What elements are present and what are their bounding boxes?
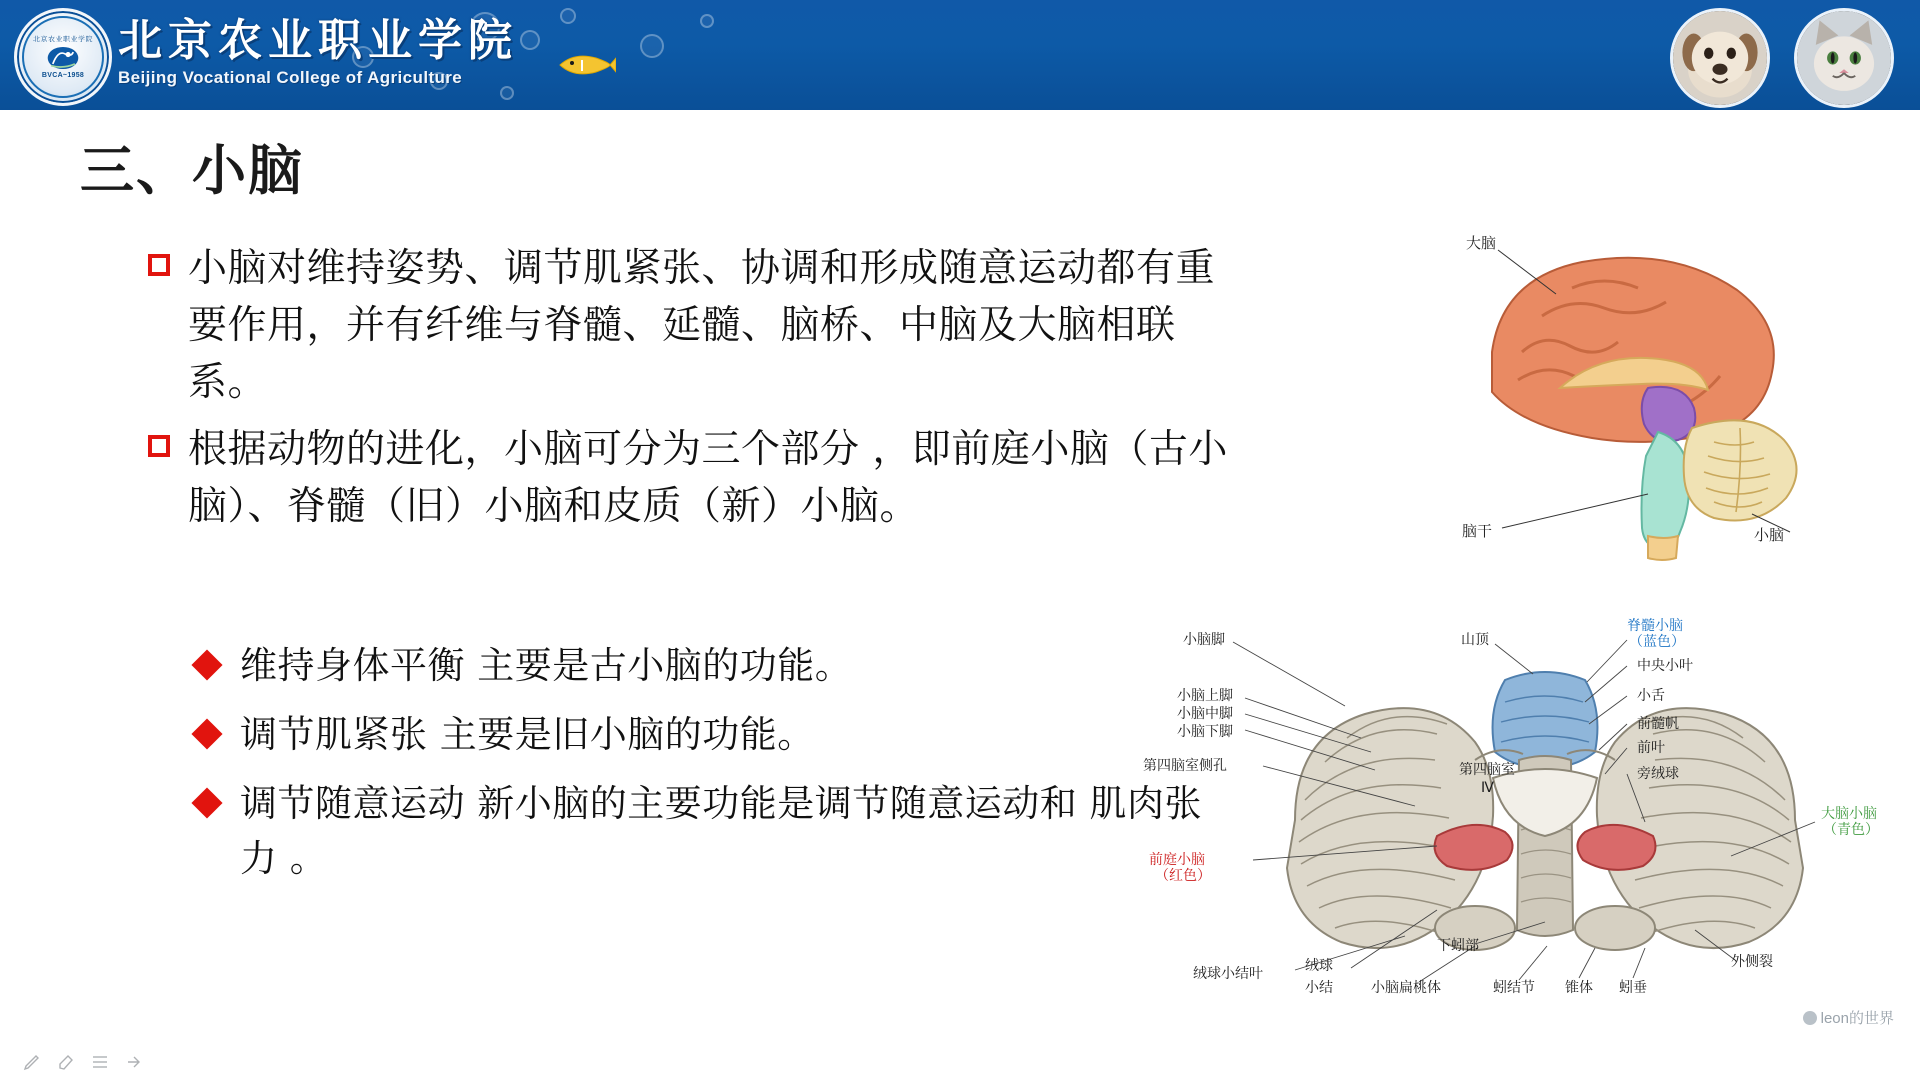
wechat-icon — [1803, 1011, 1817, 1025]
cerebellum-label: 小舌 — [1637, 688, 1665, 704]
cat-photo-image — [1797, 11, 1891, 105]
watermark — [1803, 1007, 1894, 1028]
diamond-bullet-icon — [191, 649, 222, 680]
school-name-cn: 北京农业职业学院 — [118, 15, 518, 66]
cerebellum-label: 山顶 — [1461, 632, 1489, 648]
cerebellum-label: 蚓结节 — [1493, 980, 1535, 996]
cerebellum-label: 脊髓小脑 — [1627, 618, 1683, 634]
cerebellum-label: 绒球小结叶 — [1193, 966, 1263, 982]
bubbles-icon — [640, 34, 664, 58]
cerebellum-label: 中央小叶 — [1637, 658, 1693, 674]
next-slide-icon[interactable] — [124, 1052, 144, 1072]
sub-point-text: 维持身体平衡 主要是古小脑的功能。 — [240, 644, 853, 687]
list-tool-icon[interactable] — [90, 1052, 110, 1072]
cerebellum-label: （红色） — [1155, 868, 1211, 884]
list-item — [196, 707, 1206, 762]
sub-point-text: 调节肌紧张 主要是旧小脑的功能。 — [240, 713, 815, 756]
cerebellum-label: 外侧裂 — [1731, 954, 1773, 970]
college-logo-top-text: 北京农业职业学院 — [33, 35, 93, 43]
cerebellum-label: 小结 — [1305, 980, 1333, 996]
page-title: 三、小脑 — [80, 139, 304, 202]
college-emblem-icon — [46, 45, 80, 71]
bubbles-icon — [700, 14, 714, 28]
cerebellum-label: （青色） — [1823, 822, 1879, 838]
cerebellum-label: 前髓帆 — [1637, 716, 1679, 732]
pen-tool-icon[interactable] — [22, 1052, 42, 1072]
bubbles-icon — [500, 86, 514, 100]
highlighter-tool-icon[interactable] — [56, 1052, 76, 1072]
cerebellum-label: 绒球 — [1305, 958, 1333, 974]
cerebellum-label: 小脑上脚 — [1177, 688, 1233, 704]
list-item — [196, 776, 1206, 886]
school-name-en: Beijing Vocational College of Agriculture — [118, 68, 463, 87]
bullet-list — [148, 240, 1228, 545]
list-item — [148, 421, 1228, 535]
square-bullet-icon — [148, 254, 170, 276]
fish-icon — [556, 50, 616, 80]
cerebellum-label: 前叶 — [1637, 740, 1665, 756]
cerebellum-label: 旁绒球 — [1637, 766, 1679, 782]
cerebellum-label: 锥体 — [1565, 980, 1593, 996]
cerebellum-label: 小脑下脚 — [1177, 724, 1233, 740]
cat-photo — [1794, 8, 1894, 108]
cerebellum-label: 小脑中脚 — [1177, 706, 1233, 722]
cerebellum-label: （蓝色） — [1629, 634, 1685, 650]
brain-label: 脑干 — [1462, 522, 1493, 540]
cerebellum-label: 大脑小脑 — [1821, 806, 1877, 822]
cerebellum-illustration — [1175, 610, 1915, 1030]
cerebellum-label: Ⅳ — [1481, 780, 1494, 796]
cerebellum-label: 小脑脚 — [1183, 632, 1225, 648]
cerebellum-label: 下蚓部 — [1437, 938, 1479, 954]
mini-toolbar[interactable] — [22, 1052, 144, 1072]
cerebellum-label: 前庭小脑 — [1149, 852, 1205, 868]
dog-photo — [1670, 8, 1770, 108]
college-logo — [14, 8, 112, 106]
list-item — [196, 638, 1206, 693]
header-banner — [0, 0, 1920, 110]
cerebellum-diagram — [1143, 610, 1915, 1070]
slide-body — [0, 110, 1920, 1080]
brain-sagittal-diagram — [1452, 232, 1824, 582]
sub-point-text: 调节随意运动 新小脑的主要功能是调节随意运动和 肌肉张力 。 — [240, 782, 1203, 880]
cerebellum-label: 小脑扁桃体 — [1371, 980, 1441, 996]
college-logo-bottom-text: BVCA~1958 — [41, 71, 85, 79]
brain-label: 大脑 — [1466, 234, 1497, 252]
cerebellum-label: 蚓垂 — [1619, 980, 1647, 996]
sub-point-list — [196, 638, 1206, 900]
cerebellum-label: 第四脑室 — [1459, 762, 1515, 778]
brain-label: 小脑 — [1754, 526, 1785, 544]
bullet-text: 小脑对维持姿势、调节肌紧张、协调和形成随意运动都有重要作用，并有纤维与脊髓、延髓、脑桥、中脑及大脑相联系。 — [188, 246, 1216, 405]
square-bullet-icon — [148, 435, 170, 457]
list-item — [148, 240, 1228, 411]
cerebellum-label: 第四脑室侧孔 — [1143, 758, 1227, 774]
bullet-text: 根据动物的进化，小脑可分为三个部分 ，即前庭小脑（古小脑）、脊髓（旧）小脑和皮质（新）小脑。 — [188, 427, 1228, 529]
watermark-text: leon的世界 — [1820, 1010, 1894, 1027]
diamond-bullet-icon — [191, 787, 222, 818]
dog-photo-image — [1673, 11, 1767, 105]
diamond-bullet-icon — [191, 718, 222, 749]
